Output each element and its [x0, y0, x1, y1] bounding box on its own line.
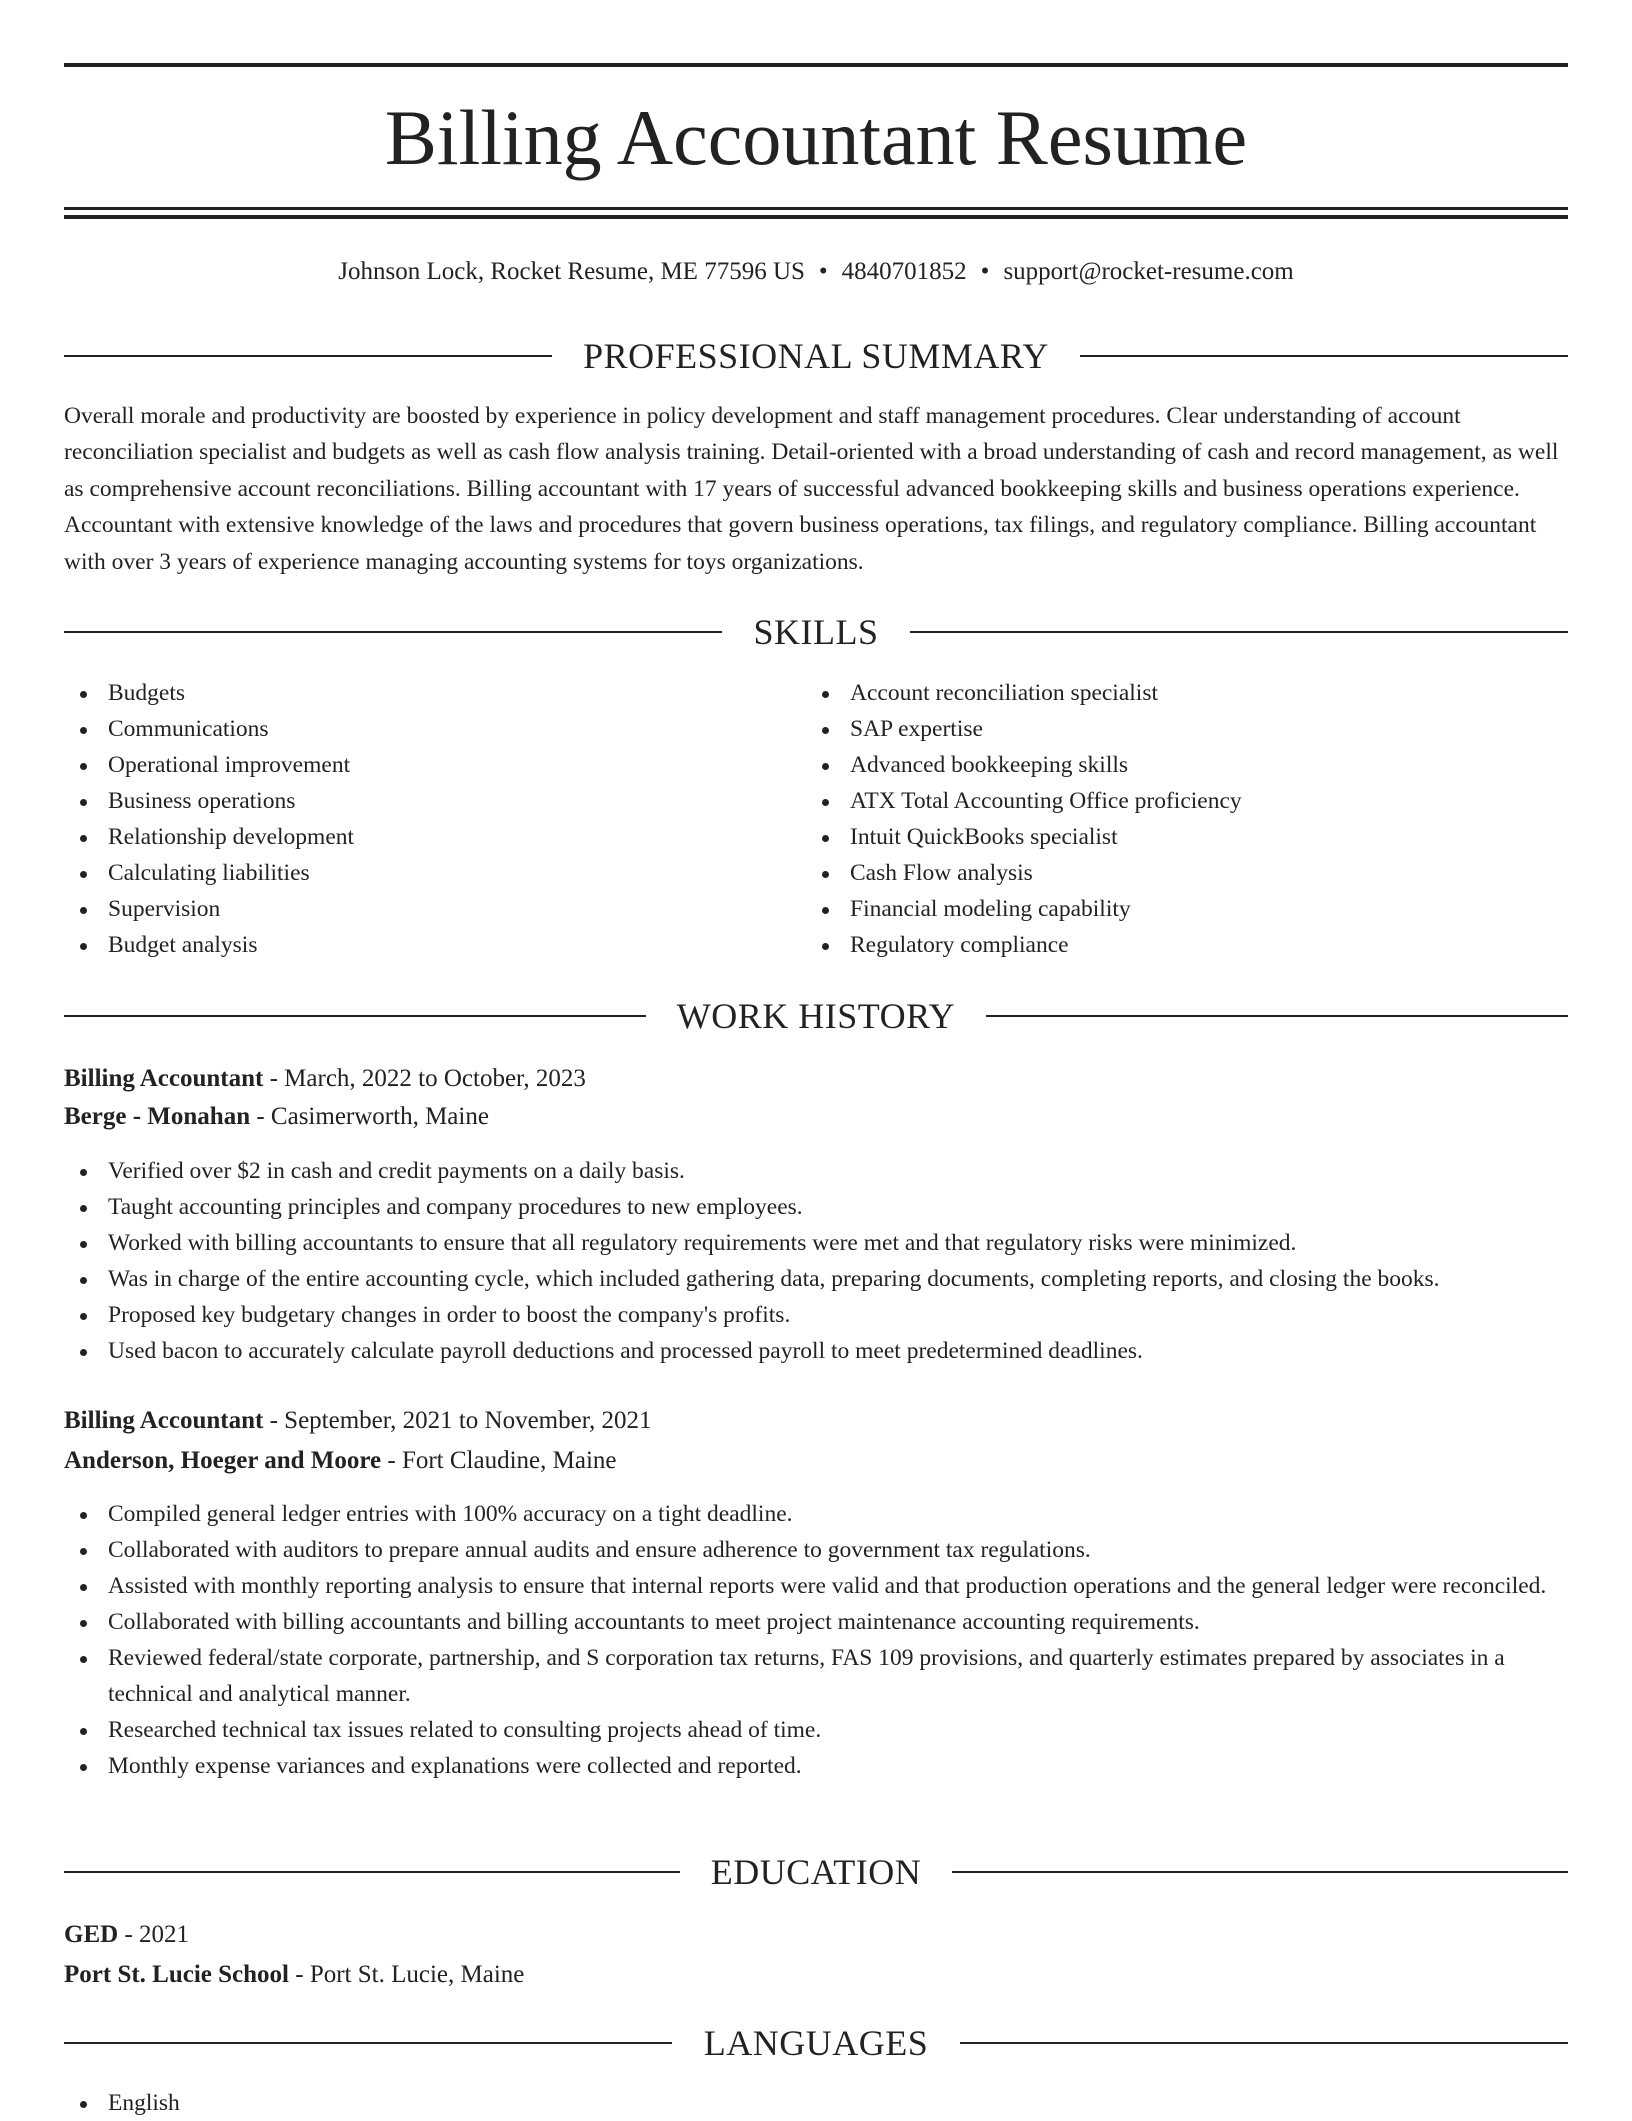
education-degree: GED [64, 1921, 119, 1948]
summary-text: Overall morale and productivity are boosted by experience in policy development and staff management procedures. Clear understanding of account reconciliation specialist and budgets as well as cash flow analysis training. Detail-oriented with a broad understanding of cash and record management, as well as comprehensive account reconciliations. Billing accountant with 17 years of successful advanced bookkeeping skills and business operations experience. Accountant with extensive knowledge of the laws and procedures that govern business operations, tax filings, and regulatory compliance. Billing accountant with over 3 years of experience managing accounting systems for toys organizations. [64, 403, 1559, 575]
section-heading-work-history [64, 994, 1568, 1038]
skill-item: Calculating liabilities [64, 855, 804, 891]
skill-item: ATX Total Accounting Office proficiency [806, 783, 1568, 819]
job-company-line [64, 1442, 1568, 1480]
section-heading-summary [64, 334, 1568, 378]
skills-list-left [64, 675, 804, 963]
job-company: Berge - Monahan [64, 1103, 251, 1130]
education-school: Port St. Lucie School [64, 1961, 289, 1988]
skill-item: Operational improvement [64, 747, 804, 783]
title-rule-lower [64, 215, 1568, 219]
job-bullet: Used bacon to accurately calculate payroll deductions and processed payroll to meet predetermined deadlines. [64, 1333, 1568, 1369]
contact-phone: 4840701852 [841, 258, 967, 285]
section-title: EDUCATION [710, 1852, 922, 1892]
contact-address: Johnson Lock, Rocket Resume, ME 77596 US [338, 258, 805, 285]
job-bullet: Was in charge of the entire accounting cycle, which included gathering data, preparing documents, completing reports, and closing the books. [64, 1261, 1568, 1297]
skills-list-right [806, 675, 1568, 963]
contact-separator: • [980, 258, 990, 285]
job-title-line [64, 1402, 1568, 1440]
job-bullet: Collaborated with billing accountants and billing accountants to meet project maintenance accounting requirements. [64, 1604, 1568, 1640]
skill-item: Budgets [64, 675, 804, 711]
education-location: - Port St. Lucie, Maine [289, 1961, 525, 1988]
section-title: LANGUAGES [703, 2023, 929, 2063]
education-degree-line [64, 1916, 1568, 1954]
skill-item: Cash Flow analysis [806, 855, 1568, 891]
languages-list [64, 2085, 1568, 2121]
skill-item: Intuit QuickBooks specialist [806, 819, 1568, 855]
job-bullet: Reviewed federal/state corporate, partnership, and S corporation tax returns, FAS 109 provisions, and quarterly estimates prepared by associates in a technical and analytical manner. [64, 1640, 1568, 1712]
job-location: - Fort Claudine, Maine [381, 1447, 617, 1474]
language-item: English [64, 2085, 1568, 2121]
education-school-line [64, 1956, 1568, 1994]
contact-email: support@rocket-resume.com [1003, 258, 1294, 285]
job-bullet: Researched technical tax issues related to consulting projects ahead of time. [64, 1712, 1568, 1748]
skill-item: Account reconciliation specialist [806, 675, 1568, 711]
section-heading-languages [64, 2021, 1568, 2065]
job-bullets [64, 1496, 1568, 1784]
job-bullet: Taught accounting principles and company procedures to new employees. [64, 1189, 1568, 1225]
job-bullet: Verified over $2 in cash and credit payments on a daily basis. [64, 1153, 1568, 1189]
job-title: Billing Accountant [64, 1065, 264, 1092]
job-company: Anderson, Hoeger and Moore [64, 1447, 382, 1474]
page-title: Billing Accountant Resume [384, 94, 1248, 181]
job-bullet: Monthly expense variances and explanations were collected and reported. [64, 1748, 1568, 1784]
job-title: Billing Accountant [64, 1407, 264, 1434]
job-dates: - September, 2021 to November, 2021 [263, 1407, 652, 1434]
section-heading-education [64, 1850, 1568, 1894]
job-bullet: Compiled general ledger entries with 100% accuracy on a tight deadline. [64, 1496, 1568, 1532]
skill-item: Business operations [64, 783, 804, 819]
title-rule-upper [64, 207, 1568, 210]
skill-item: Advanced bookkeeping skills [806, 747, 1568, 783]
job-bullets [64, 1153, 1568, 1369]
job-bullet: Worked with billing accountants to ensure that all regulatory requirements were met and that regulatory risks were minimized. [64, 1225, 1568, 1261]
contact-line [64, 252, 1568, 292]
job-dates: - March, 2022 to October, 2023 [263, 1065, 586, 1092]
skill-item: Financial modeling capability [806, 891, 1568, 927]
skill-item: Regulatory compliance [806, 927, 1568, 963]
skill-item: Communications [64, 711, 804, 747]
section-title: SKILLS [753, 612, 879, 652]
section-title: PROFESSIONAL SUMMARY [583, 336, 1049, 376]
top-rule [64, 63, 1568, 67]
job-location: - Casimerworth, Maine [250, 1103, 489, 1130]
education-year: - 2021 [118, 1921, 190, 1948]
skill-item: SAP expertise [806, 711, 1568, 747]
skill-item: Supervision [64, 891, 804, 927]
section-heading-skills [64, 610, 1568, 654]
job-bullet: Assisted with monthly reporting analysis to ensure that internal reports were valid and that production operations and the general ledger were reconciled. [64, 1568, 1568, 1604]
contact-separator: • [818, 258, 828, 285]
job-bullet: Proposed key budgetary changes in order to boost the company's profits. [64, 1297, 1568, 1333]
job-title-line [64, 1060, 1568, 1098]
job-company-line [64, 1098, 1568, 1136]
skill-item: Budget analysis [64, 927, 804, 963]
section-title: WORK HISTORY [676, 996, 956, 1036]
job-bullet: Collaborated with auditors to prepare annual audits and ensure adherence to government tax regulations. [64, 1532, 1568, 1568]
skill-item: Relationship development [64, 819, 804, 855]
